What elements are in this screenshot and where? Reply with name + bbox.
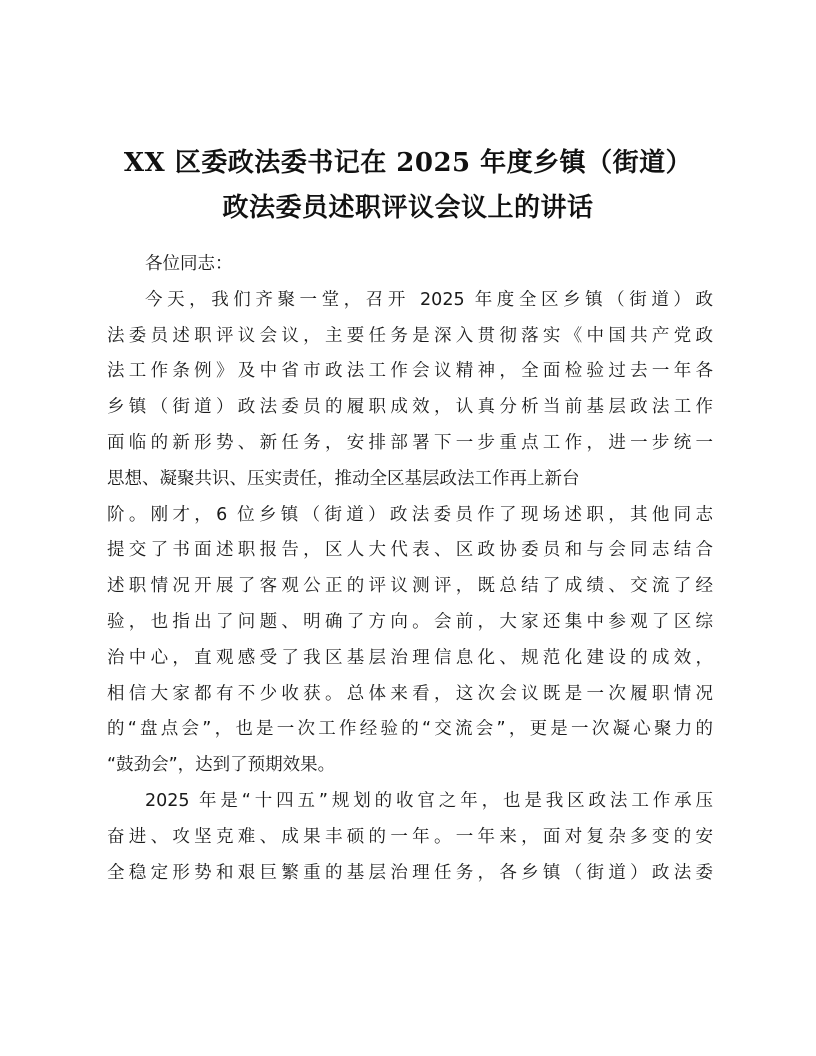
paragraph-1-line: 法委员述职评议会议，主要任务是深入贯彻落实《中国共产党政	[107, 325, 713, 346]
paragraph-1-line: “鼓劲会”，达到了预期效果。	[107, 755, 336, 776]
paragraph-1-line: 相信大家都有不少收获。总体来看，这次会议既是一次履职情况	[107, 683, 713, 704]
title-line-2: 政法委员述职评议会议上的讲话	[222, 193, 594, 223]
document-body	[107, 247, 713, 891]
salutation: 各位同志：	[145, 254, 233, 274]
document-title	[90, 141, 726, 231]
title-line-1: XX 区委政法委书记在 2025 年度乡镇（街道）	[123, 148, 693, 178]
paragraph-1-line: 法工作条例》及中省市政法工作会议精神，全面检验过去一年各	[107, 361, 713, 382]
paragraph-1-line: 验，也指出了问题、明确了方向。会前，大家还集中参观了区综	[107, 611, 713, 632]
paragraph-1-line: 阶。刚才，6 位乡镇（街道）政法委员作了现场述职，其他同志	[107, 504, 713, 525]
paragraph-1-line: 今天，我们齐聚一堂，召开 2025 年度全区乡镇（街道）政	[145, 289, 713, 310]
paragraph-1-line: 的“盘点会”，也是一次工作经验的“交流会”，更是一次凝心聚力的	[107, 719, 713, 740]
paragraph-1-line: 述职情况开展了客观公正的评议测评，既总结了成绩、交流了经	[107, 576, 713, 597]
paragraph-1-line: 治中心，直观感受了我区基层治理信息化、规范化建设的成效，	[107, 647, 713, 668]
paragraph-2-line: 奋进、攻坚克难、成果丰硕的一年。一年来，面对复杂多变的安	[107, 826, 713, 847]
paragraph-1-line: 提交了书面述职报告，区人大代表、区政协委员和与会同志结合	[107, 540, 713, 561]
paragraph-1-line: 面临的新形势、新任务，安排部署下一步重点工作，进一步统一	[107, 432, 713, 453]
paragraph-1-line: 思想、凝聚共识、压实责任，推动全区基层政法工作再上新台	[107, 468, 580, 489]
paragraph-1-line: 乡镇（街道）政法委员的履职成效，认真分析当前基层政法工作	[107, 397, 713, 418]
paragraph-2-line: 全稳定形势和艰巨繁重的基层治理任务，各乡镇（街道）政法委	[107, 862, 713, 883]
paragraph-2-line: 2025 年是“十四五”规划的收官之年，也是我区政法工作承压	[145, 790, 713, 811]
